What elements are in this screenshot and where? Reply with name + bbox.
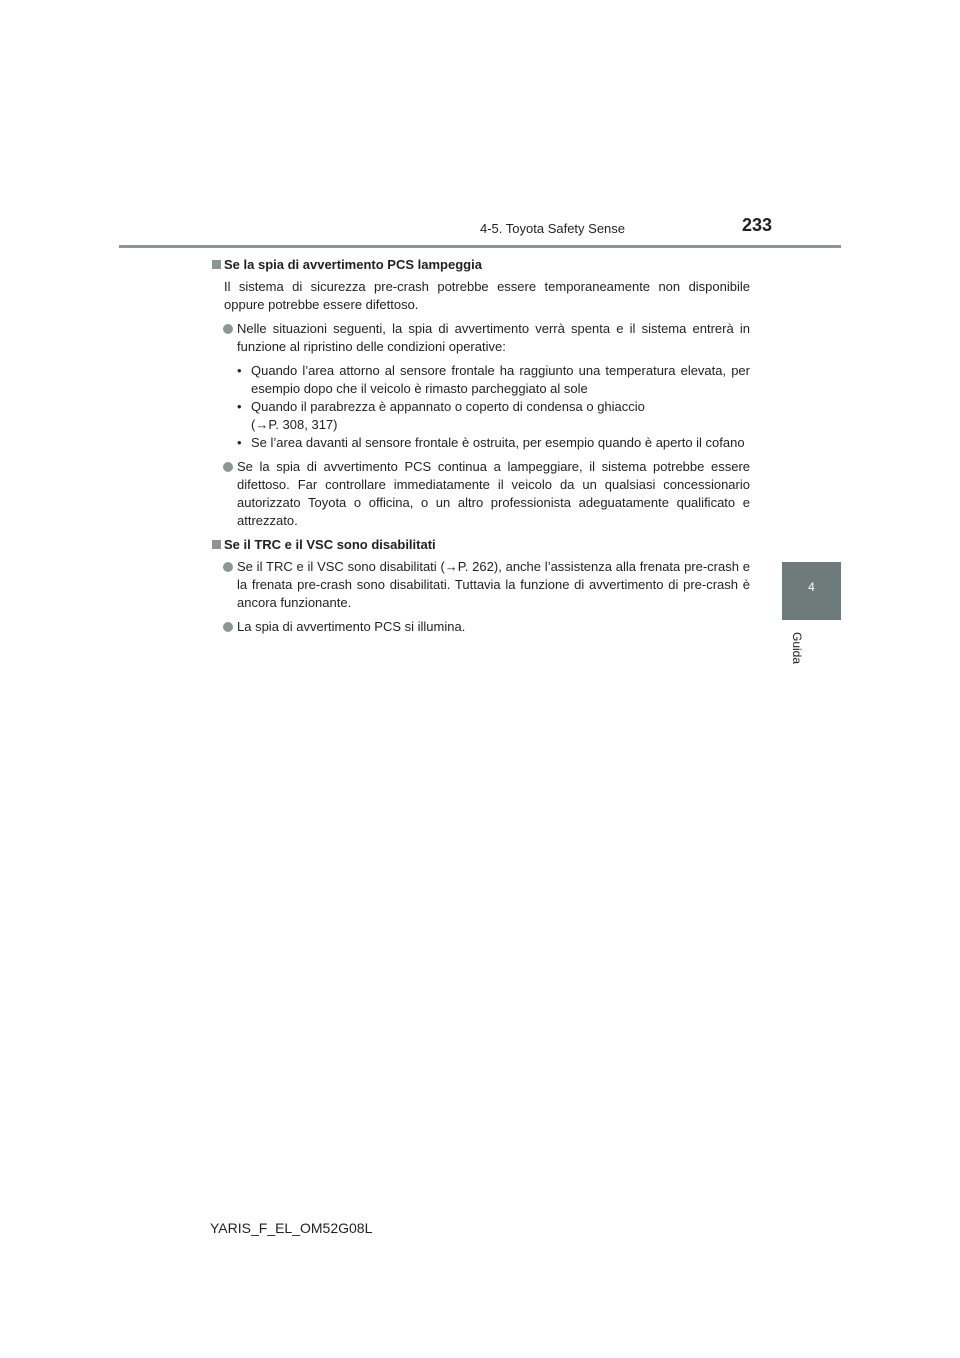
circle-bullet-icon <box>223 462 233 472</box>
sub-list-item-text: Se l’area davanti al sensore frontale è ostruita, per esempio quando è aperto il cofano <box>251 435 745 450</box>
list-item <box>210 458 750 530</box>
square-bullet-icon <box>212 540 221 549</box>
list-item <box>210 558 750 612</box>
dot-marker-icon: • <box>237 363 242 378</box>
list-item-text: Se la spia di avvertimento PCS continua a lampeggiare, il sistema potrebbe essere difettoso. Far controllare immediatamente il veicolo da un qualsiasi concessionario autorizzato Toyota o officina, o un altro professionista adeguatamente qualificato e attrezzato. <box>237 459 750 528</box>
heading-text: Se la spia di avvertimento PCS lampeggia <box>224 257 482 272</box>
circle-bullet-icon <box>223 622 233 632</box>
circle-bullet-icon <box>223 324 233 334</box>
sub-list-item-text: Quando l’area attorno al sensore frontale ha raggiunto una temperatura elevata, per esempio dopo che il veicolo è rimasto parcheggiato al sole <box>251 363 750 396</box>
dot-marker-icon: • <box>237 399 242 414</box>
sub-list-item <box>210 398 750 434</box>
section-heading-pcs-flashing <box>210 256 750 274</box>
chapter-label: Guida <box>790 632 804 665</box>
page-reference-link[interactable]: (→P. 308, 317) <box>251 417 338 432</box>
list-item <box>210 618 750 636</box>
chapter-number: 4 <box>808 580 815 594</box>
sub-list-item <box>210 434 750 452</box>
list-item-text: Se il TRC e il VSC sono disabilitati (→P. 262), anche l’assistenza alla frenata pre-crash e la frenata pre-crash sono disabilitati. Tuttavia la funzione di avvertimento di pre-crash è ancora funzionante. <box>237 559 750 610</box>
heading-text: Se il TRC e il VSC sono disabilitati <box>224 537 436 552</box>
sub-list <box>210 362 750 452</box>
list-item <box>210 320 750 356</box>
list-item-text: La spia di avvertimento PCS si illumina. <box>237 619 466 634</box>
header-divider <box>119 245 841 248</box>
square-bullet-icon <box>212 260 221 269</box>
document-code: YARIS_F_EL_OM52G08L <box>210 1220 373 1236</box>
sub-list-item <box>210 362 750 398</box>
section-title: 4-5. Toyota Safety Sense <box>480 221 626 236</box>
dot-marker-icon: • <box>237 435 242 450</box>
section-heading-trc-vsc <box>210 536 750 554</box>
intro-paragraph: Il sistema di sicurezza pre-crash potrebbe essere temporaneamente non disponibile oppure potrebbe essere difettoso. <box>224 279 750 312</box>
list-item-text: Nelle situazioni seguenti, la spia di avvertimento verrà spenta e il sistema entrerà in funzione al ripristino delle condizioni operative: <box>237 321 750 354</box>
page-number: 233 <box>742 215 773 235</box>
main-content <box>210 252 750 642</box>
sub-list-item-text: Quando il parabrezza è appannato o coperto di condensa o ghiaccio <box>251 399 645 414</box>
chapter-tab[interactable] <box>782 562 841 620</box>
circle-bullet-icon <box>223 562 233 572</box>
